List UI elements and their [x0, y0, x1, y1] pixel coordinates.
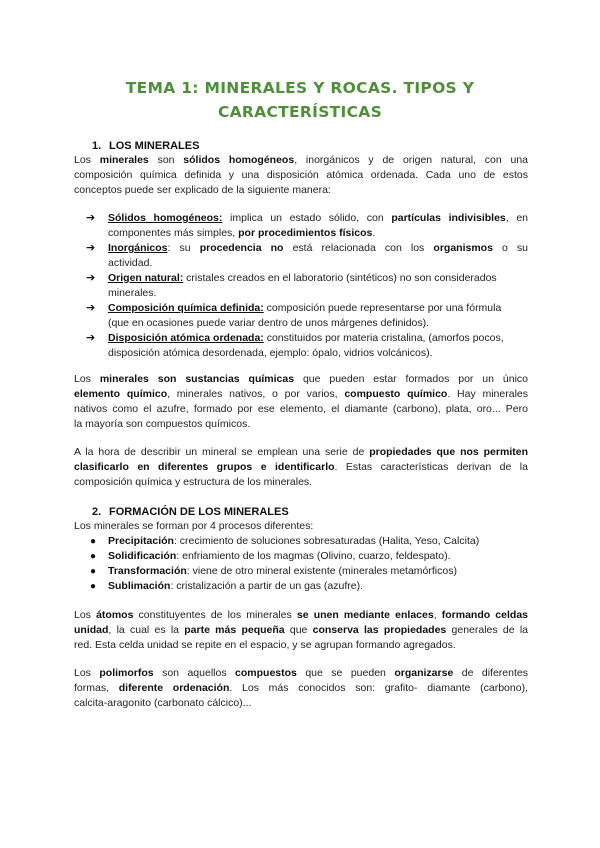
- bullet-icon: ●: [90, 566, 97, 577]
- arrow-icon: ➔: [86, 272, 96, 284]
- title-line-2: CARACTERÍSTICAS: [217, 103, 383, 121]
- arrow-icon: ➔: [86, 302, 96, 314]
- section-1-title: LOS MINERALES: [109, 140, 200, 152]
- list-item: ➔ Inorgánicos: su procedencia no está relacionada con los organismos o su actividad.: [86, 242, 529, 269]
- section-1-heading: [92, 139, 199, 153]
- arrow-icon: ➔: [86, 332, 96, 344]
- section-2-intro: Los minerales se forman por 4 procesos diferentes:: [74, 520, 314, 532]
- title-line-1: TEMA 1: MINERALES Y ROCAS. TIPOS Y: [125, 79, 475, 97]
- list-item: ● Precipitación: crecimiento de soluciones sobresaturadas (Halita, Yeso, Calcita): [90, 535, 480, 547]
- arrow-icon: ➔: [86, 212, 96, 224]
- bullet-icon: ●: [90, 581, 97, 592]
- list-item: ● Solidificación: enfriamiento de los magmas (Olivino, cuarzo, feldespato).: [90, 550, 451, 562]
- bullet-icon: ●: [90, 536, 97, 547]
- definition-list: [86, 211, 529, 361]
- polymorphs-paragraph: Los polimorfos son aquellos compuestos que se pueden organizarse de diferentes formas, diferente ordenación. Los más conocidos son: grafito- diamante (carbono), calcita-aragonito (carbonato cálcico)...: [74, 667, 528, 709]
- bullet-icon: ●: [90, 551, 97, 562]
- list-item: ➔ Composición química definida: composición puede representarse por una fórmula (que en ocasiones puede variar dentro de unos márgenes definidos).: [86, 302, 502, 329]
- list-item: ➔ Disposición atómica ordenada: constituidos por materia cristalina, (amorfos pocos, disposición atómica desordenada, ejemplo: ópalo, vidrios volcánicos).: [86, 332, 504, 359]
- section-2-title: FORMACIÓN DE LOS MINERALES: [109, 506, 289, 518]
- section-2-heading: [92, 505, 289, 519]
- list-item: ➔ Sólidos homogéneos: implica un estado sólido, con partículas indivisibles, en componentes más simples, por procedimientos físicos.: [86, 212, 528, 239]
- properties-paragraph: A la hora de describir un mineral se emplean una serie de propiedades que nos permiten clasificarlo en diferentes grupos e identificarlo. Estas características derivan de la composición química y estructura de los minerales.: [74, 446, 528, 488]
- section-1-intro: Los minerales son sólidos homogéneos, inorgánicos y de origen natural, con una composición química definida y una disposición atómica ordenada. Cada uno de estos conceptos puede ser explicado de la siguiente manera:: [74, 154, 529, 196]
- list-item: ➔ Origen natural: cristales creados en el laboratorio (sintéticos) no son considerados minerales.: [86, 272, 497, 299]
- list-item: ● Sublimación: cristalización a partir de un gas (azufre).: [90, 580, 364, 592]
- process-list: [90, 534, 528, 594]
- atoms-paragraph: Los átomos constituyentes de los minerales se unen mediante enlaces, formando celdas unidad, la cual es la parte más pequeña que conserva las propiedades generales de la red. Esta celda unidad se repite en el espacio, y se agrupan formando agregados.: [74, 609, 528, 651]
- arrow-icon: ➔: [86, 242, 96, 254]
- section-1-number: 1.: [92, 140, 102, 152]
- document-title: [60, 76, 540, 124]
- minerals-paragraph: Los minerales son sustancias químicas que pueden estar formados por un único elemento químico, minerales nativos, o por varios, compuesto químico. Hay minerales nativos como el azufre, formado por ese elemento, el diamante (carbono), plata, oro... Pero la mayoría son compuestos químicos.: [74, 373, 528, 430]
- section-2-number: 2.: [92, 506, 102, 518]
- list-item: ● Transformación: viene de otro mineral existente (minerales metamórficos): [90, 565, 457, 577]
